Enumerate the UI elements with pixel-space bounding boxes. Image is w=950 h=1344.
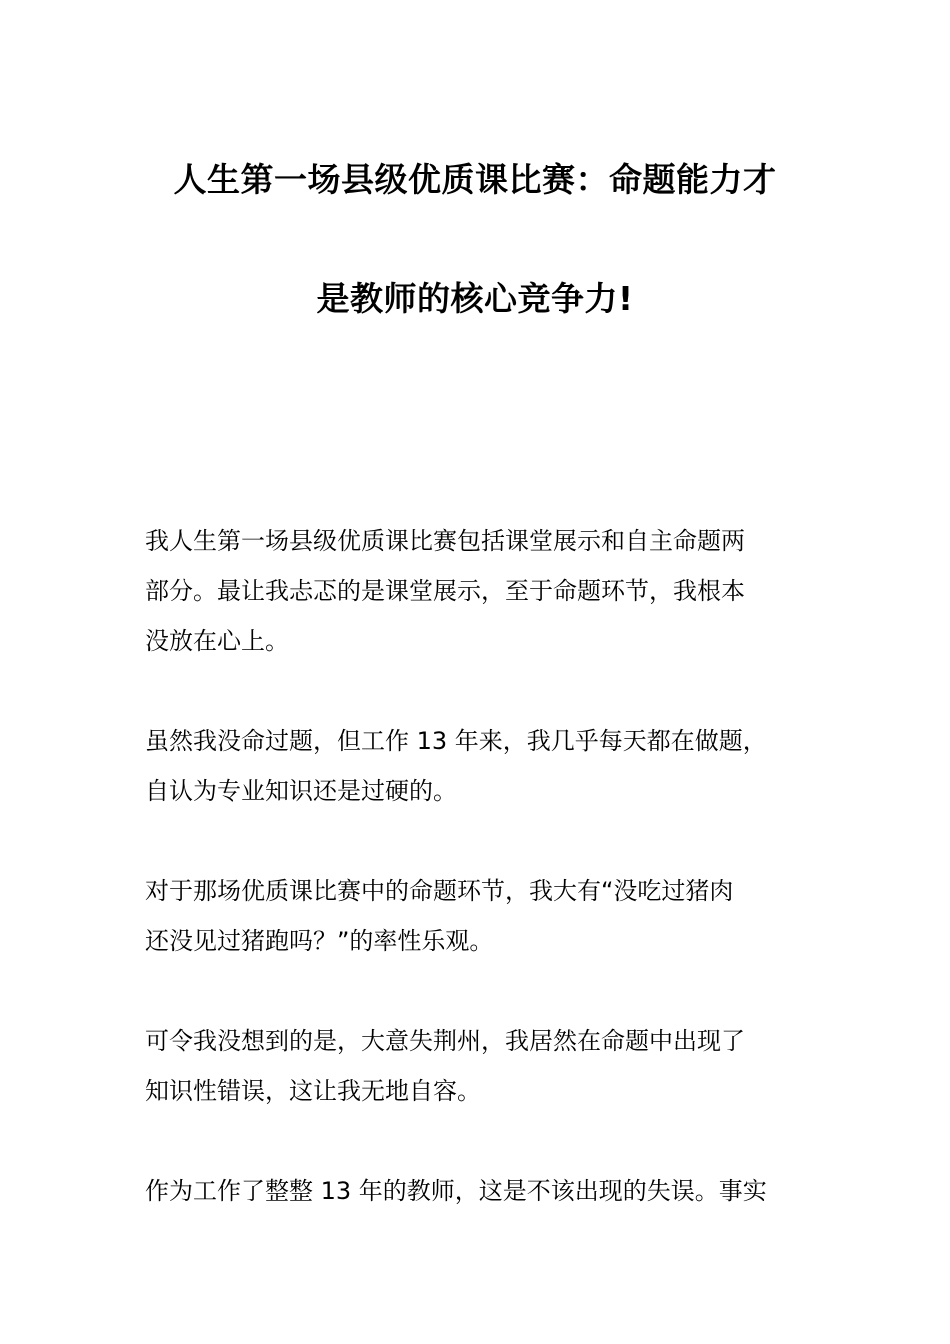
paragraph-1 [145,516,825,666]
paragraph-3 [145,866,825,966]
article-title-line-1: 人生第一场县级优质课比赛：命题能力才 [173,160,777,199]
paragraph-line: 还没见过猪跑吗？”的率性乐观。 [145,927,494,955]
paragraph-line: 我人生第一场县级优质课比赛包括课堂展示和自主命题两 [145,527,745,555]
paragraph-line: 作为工作了整整 13 年的教师，这是不该出现的失误。事实 [145,1177,767,1205]
article-title-line-2: 是教师的核心竞争力! [316,279,634,318]
paragraph-4 [145,1016,825,1116]
paragraph-line: 自认为专业知识还是过硬的。 [145,777,457,805]
paragraph-5 [145,1166,825,1216]
paragraph-line: 对于那场优质课比赛中的命题环节，我大有“没吃过猪肉 [145,877,734,905]
paragraph-2 [145,716,825,816]
paragraph-line: 知识性错误，这让我无地自容。 [145,1077,481,1105]
paragraph-line: 部分。最让我忐忑的是课堂展示，至于命题环节，我根本 [145,577,745,605]
article-body [145,516,825,1266]
paragraph-line: 虽然我没命过题，但工作 13 年来，我几乎每天都在做题， [145,727,767,755]
paragraph-line: 没放在心上。 [145,627,289,655]
paragraph-line: 可令我没想到的是，大意失荆州，我居然在命题中出现了 [145,1027,745,1055]
